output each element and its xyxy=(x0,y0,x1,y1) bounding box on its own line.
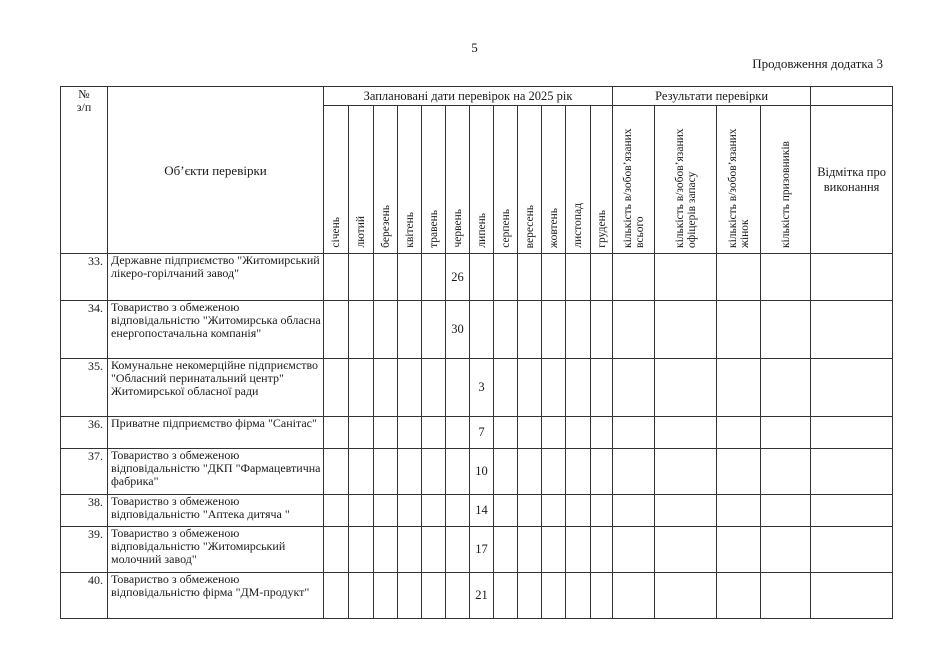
month-header xyxy=(591,106,613,254)
result-label: кількість в/зобов’язаних всього xyxy=(621,128,646,248)
month-cell xyxy=(398,495,422,527)
month-label: червень xyxy=(451,209,464,248)
result-cell xyxy=(613,449,655,495)
month-cell xyxy=(324,495,349,527)
planned-date: 21 xyxy=(470,573,494,619)
month-cell xyxy=(542,449,566,495)
month-cell xyxy=(398,573,422,619)
result-cell xyxy=(655,359,717,417)
month-cell xyxy=(591,527,613,573)
result-cell xyxy=(717,417,761,449)
result-cell xyxy=(613,417,655,449)
month-cell xyxy=(324,359,349,417)
month-cell xyxy=(349,254,374,301)
month-cell xyxy=(446,417,470,449)
result-cell xyxy=(717,359,761,417)
month-header xyxy=(566,106,591,254)
month-cell xyxy=(422,254,446,301)
planned-date: 30 xyxy=(446,301,470,359)
note-cell xyxy=(811,573,893,619)
month-cell xyxy=(566,527,591,573)
month-cell xyxy=(349,417,374,449)
result-cell xyxy=(717,254,761,301)
header-row-1 xyxy=(61,87,893,106)
month-cell xyxy=(494,254,518,301)
month-label: січень xyxy=(330,217,342,248)
month-cell xyxy=(591,495,613,527)
month-cell xyxy=(566,573,591,619)
month-cell xyxy=(374,301,398,359)
table-row xyxy=(61,254,893,301)
object-name: Товариство з обмеженою відповідальністю "Житомирська обласна енергопостачальна компанія" xyxy=(108,301,324,359)
month-cell xyxy=(518,449,542,495)
month-cell xyxy=(398,359,422,417)
object-name: Комунальне некомерційне підприємство "Обласний перинатальний центр" Житомирської обласної ради xyxy=(108,359,324,417)
month-cell xyxy=(374,495,398,527)
month-header xyxy=(374,106,398,254)
month-cell xyxy=(374,527,398,573)
note-header-top xyxy=(811,87,893,106)
month-cell xyxy=(494,527,518,573)
result-header xyxy=(655,106,717,254)
month-cell xyxy=(398,449,422,495)
result-cell xyxy=(655,495,717,527)
month-cell xyxy=(398,527,422,573)
month-cell xyxy=(518,359,542,417)
row-number: 36. xyxy=(61,417,108,449)
object-name: Товариство з обмеженою відповідальністю "Аптека дитяча " xyxy=(108,495,324,527)
note-column-header: Відмітка про виконання xyxy=(811,106,893,254)
result-cell xyxy=(761,254,811,301)
month-cell xyxy=(566,449,591,495)
object-name: Приватне підприємство фірма "Санітас" xyxy=(108,417,324,449)
note-cell xyxy=(811,495,893,527)
row-number: 33. xyxy=(61,254,108,301)
month-cell xyxy=(446,527,470,573)
result-cell xyxy=(613,495,655,527)
result-cell xyxy=(655,301,717,359)
month-cell xyxy=(446,495,470,527)
month-cell xyxy=(446,449,470,495)
table-row xyxy=(61,527,893,573)
month-cell xyxy=(422,301,446,359)
note-cell xyxy=(811,527,893,573)
result-cell xyxy=(613,359,655,417)
month-cell xyxy=(494,301,518,359)
object-name: Товариство з обмеженою відповідальністю фірма "ДМ-продукт" xyxy=(108,573,324,619)
row-number: 37. xyxy=(61,449,108,495)
month-cell xyxy=(324,417,349,449)
month-cell xyxy=(542,527,566,573)
result-cell xyxy=(655,449,717,495)
result-cell xyxy=(613,301,655,359)
month-cell xyxy=(542,301,566,359)
result-cell xyxy=(761,449,811,495)
month-cell xyxy=(518,573,542,619)
month-label: серпень xyxy=(499,209,512,248)
table-row xyxy=(61,301,893,359)
month-header xyxy=(542,106,566,254)
result-cell xyxy=(761,359,811,417)
row-number: 35. xyxy=(61,359,108,417)
month-cell xyxy=(591,359,613,417)
month-label: вересень xyxy=(523,204,536,248)
result-header xyxy=(613,106,655,254)
month-cell xyxy=(398,254,422,301)
result-cell xyxy=(717,573,761,619)
month-cell xyxy=(494,417,518,449)
month-cell xyxy=(349,573,374,619)
table-row xyxy=(61,359,893,417)
result-cell xyxy=(655,417,717,449)
month-cell xyxy=(518,417,542,449)
row-number: 39. xyxy=(61,527,108,573)
note-cell xyxy=(811,449,893,495)
month-cell xyxy=(542,254,566,301)
month-cell xyxy=(494,359,518,417)
table-row xyxy=(61,573,893,619)
month-cell xyxy=(349,449,374,495)
month-cell xyxy=(591,301,613,359)
month-cell xyxy=(324,573,349,619)
planned-date: 7 xyxy=(470,417,494,449)
month-cell xyxy=(566,417,591,449)
month-cell xyxy=(518,254,542,301)
month-cell xyxy=(374,449,398,495)
note-cell xyxy=(811,254,893,301)
month-cell xyxy=(349,527,374,573)
object-name: Державне підприємство "Житомирський лікеро-горілчаний завод" xyxy=(108,254,324,301)
month-cell xyxy=(542,495,566,527)
result-cell xyxy=(613,527,655,573)
result-cell xyxy=(761,527,811,573)
month-cell xyxy=(566,495,591,527)
month-cell xyxy=(518,495,542,527)
month-cell xyxy=(566,254,591,301)
month-cell xyxy=(374,573,398,619)
inspection-schedule-table xyxy=(60,86,893,619)
month-cell xyxy=(494,573,518,619)
result-header xyxy=(761,106,811,254)
month-label: квітень xyxy=(403,212,416,248)
month-cell xyxy=(398,417,422,449)
month-label: листопад xyxy=(572,203,584,248)
result-cell xyxy=(613,254,655,301)
month-cell xyxy=(591,254,613,301)
result-cell xyxy=(717,301,761,359)
note-cell xyxy=(811,301,893,359)
row-number: 34. xyxy=(61,301,108,359)
table-row xyxy=(61,449,893,495)
result-cell xyxy=(761,417,811,449)
month-cell xyxy=(422,495,446,527)
month-cell xyxy=(349,495,374,527)
result-cell xyxy=(613,573,655,619)
month-cell xyxy=(324,527,349,573)
objects-column-header: Об’єкти перевірки xyxy=(108,87,324,254)
month-label: лютий xyxy=(355,216,367,248)
month-label: грудень xyxy=(595,210,608,248)
month-cell xyxy=(542,573,566,619)
month-header xyxy=(470,106,494,254)
month-label: жовтень xyxy=(547,207,560,248)
row-number: 40. xyxy=(61,573,108,619)
table-row xyxy=(61,417,893,449)
month-cell xyxy=(494,495,518,527)
month-cell xyxy=(349,301,374,359)
month-cell xyxy=(446,573,470,619)
month-cell xyxy=(591,449,613,495)
result-cell xyxy=(761,573,811,619)
month-cell xyxy=(591,573,613,619)
planned-date: 26 xyxy=(446,254,470,301)
month-cell xyxy=(422,417,446,449)
month-cell xyxy=(374,254,398,301)
month-cell xyxy=(422,527,446,573)
note-cell xyxy=(811,417,893,449)
month-cell xyxy=(422,359,446,417)
note-cell xyxy=(811,359,893,417)
month-cell xyxy=(566,359,591,417)
month-cell xyxy=(324,254,349,301)
month-cell xyxy=(374,417,398,449)
month-cell xyxy=(349,359,374,417)
month-cell xyxy=(374,359,398,417)
month-label: травень xyxy=(427,210,440,248)
planned-date: 14 xyxy=(470,495,494,527)
month-label: липень xyxy=(475,213,488,248)
number-column-header: № з/п xyxy=(61,87,108,254)
result-cell xyxy=(761,495,811,527)
planned-date: 3 xyxy=(470,359,494,417)
month-cell xyxy=(446,359,470,417)
month-header xyxy=(349,106,374,254)
result-label: кількість в/зобов’язаних офіцерів запасу xyxy=(673,128,698,248)
month-cell xyxy=(566,301,591,359)
month-label: березень xyxy=(379,205,392,248)
month-cell xyxy=(518,301,542,359)
month-cell xyxy=(494,449,518,495)
month-cell xyxy=(518,527,542,573)
result-cell xyxy=(717,495,761,527)
object-name: Товариство з обмеженою відповідальністю "ДКП "Фармацевтична фабрика" xyxy=(108,449,324,495)
table-body xyxy=(61,254,893,619)
month-cell xyxy=(324,301,349,359)
month-header xyxy=(494,106,518,254)
month-cell xyxy=(591,417,613,449)
planned-date: 17 xyxy=(470,527,494,573)
month-header xyxy=(324,106,349,254)
month-cell xyxy=(470,301,494,359)
result-cell xyxy=(717,527,761,573)
row-number: 38. xyxy=(61,495,108,527)
month-header xyxy=(446,106,470,254)
month-cell xyxy=(422,449,446,495)
continuation-label: Продовження додатка 3 xyxy=(752,56,883,71)
month-cell xyxy=(542,359,566,417)
month-cell xyxy=(398,301,422,359)
result-label: кількість призовників xyxy=(779,140,792,248)
month-header xyxy=(518,106,542,254)
planned-dates-header: Заплановані дати перевірок на 2025 рік xyxy=(324,87,613,106)
results-header: Результати перевірки xyxy=(613,87,811,106)
month-cell xyxy=(542,417,566,449)
result-cell xyxy=(655,254,717,301)
month-cell xyxy=(470,254,494,301)
month-header xyxy=(398,106,422,254)
month-cell xyxy=(422,573,446,619)
result-header xyxy=(717,106,761,254)
month-cell xyxy=(324,449,349,495)
object-name: Товариство з обмеженою відповідальністю "Житомирський молочний завод" xyxy=(108,527,324,573)
planned-date: 10 xyxy=(470,449,494,495)
table-row xyxy=(61,495,893,527)
page-number: 5 xyxy=(471,40,478,55)
month-header xyxy=(422,106,446,254)
result-cell xyxy=(655,573,717,619)
result-cell xyxy=(717,449,761,495)
result-label: кількість в/зобов’язаних жінок xyxy=(726,128,751,248)
result-cell xyxy=(655,527,717,573)
result-cell xyxy=(761,301,811,359)
